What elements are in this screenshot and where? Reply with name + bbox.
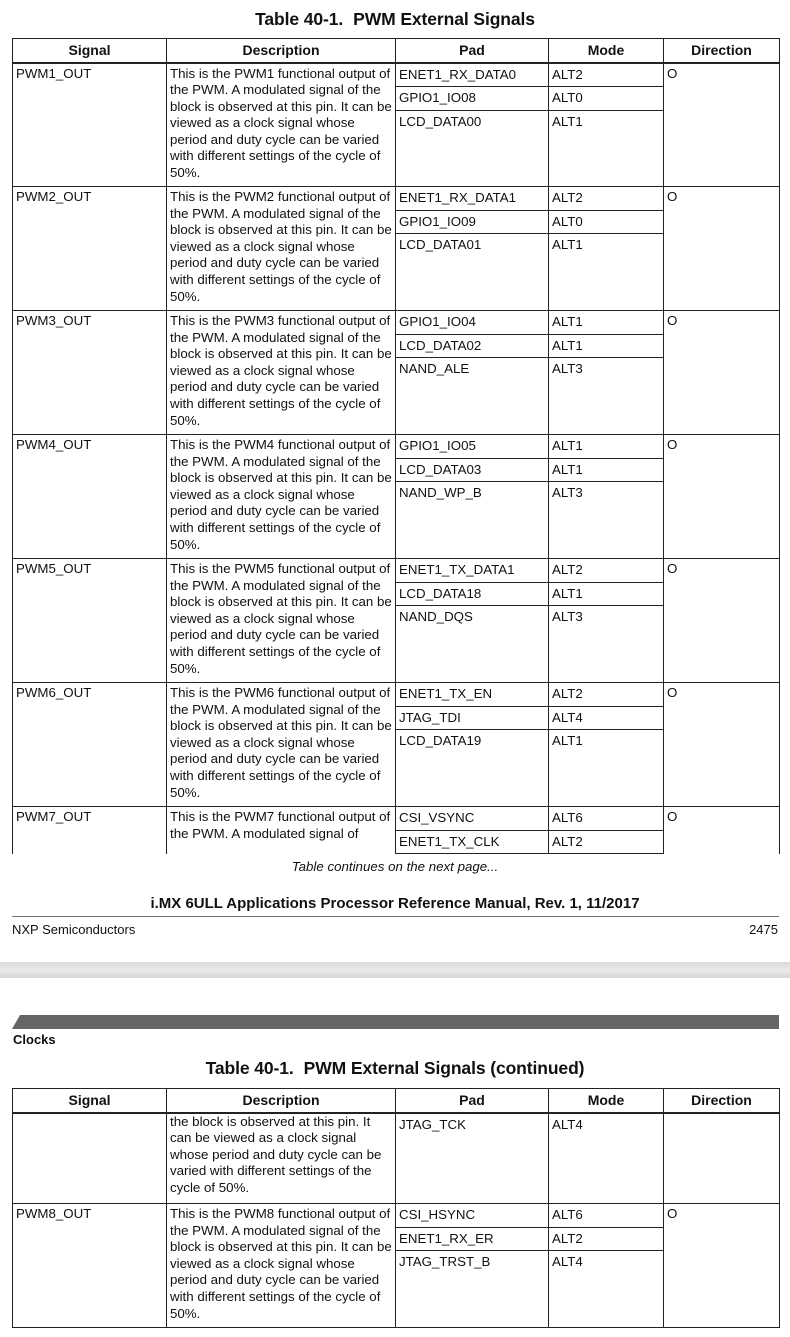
description-cell: the block is observed at this pin. It can be viewed as a clock signal whose period and duty cycle can be varied with different settings of the cycle of 50%. xyxy=(167,1113,396,1204)
pad-name: GPIO1_IO04 xyxy=(396,311,548,335)
description-cell: This is the PWM7 functional output of the PWM. A modulated signal of xyxy=(167,807,396,855)
mode-cell xyxy=(549,807,664,855)
table-row xyxy=(13,187,780,311)
pad-cell xyxy=(396,807,549,855)
pad-name: ENET1_RX_ER xyxy=(396,1228,548,1252)
table-row xyxy=(13,63,780,187)
pad-name: JTAG_TCK xyxy=(399,1116,466,1132)
mode-cell xyxy=(549,435,664,559)
mode-cell xyxy=(549,683,664,807)
description-cell: This is the PWM2 functional output of the PWM. A modulated signal of the block is observed at this pin. It can be viewed as a clock signal whose period and duty cycle can be varied with different settings of the cycle of 50%. xyxy=(167,187,396,311)
mux-mode: ALT1 xyxy=(549,459,663,483)
column-header-signal: Signal xyxy=(13,1089,167,1113)
table-row xyxy=(13,311,780,435)
column-header-description: Description xyxy=(167,39,396,63)
pad-name: NAND_DQS xyxy=(399,609,473,624)
description-cell: This is the PWM5 functional output of the PWM. A modulated signal of the block is observed at this pin. It can be viewed as a clock signal whose period and duty cycle can be varied with different settings of the cycle of 50%. xyxy=(167,559,396,683)
pad-name: LCD_DATA01 xyxy=(399,237,482,252)
pad-name: LCD_DATA03 xyxy=(396,459,548,483)
pad-cell xyxy=(396,311,549,435)
pad-name: ENET1_RX_DATA1 xyxy=(396,187,548,211)
direction-cell: O xyxy=(664,311,780,435)
column-header-pad: Pad xyxy=(396,39,549,63)
column-header-signal: Signal xyxy=(13,39,167,63)
mux-mode: ALT3 xyxy=(552,609,583,624)
table-row xyxy=(13,1204,780,1328)
table-header-row xyxy=(13,1089,780,1113)
table-row xyxy=(13,683,780,807)
table-title-continued xyxy=(0,1058,790,1079)
pad-name: ENET1_TX_DATA1 xyxy=(396,559,548,583)
table-row xyxy=(13,807,780,855)
chapter-label: Clocks xyxy=(13,1032,56,1047)
mux-mode: ALT3 xyxy=(552,361,583,376)
table-title xyxy=(0,9,790,30)
signal-cell: PWM3_OUT xyxy=(13,311,167,435)
pad-name: JTAG_TRST_B xyxy=(399,1254,491,1269)
direction-cell xyxy=(664,1113,780,1204)
page-separator xyxy=(0,962,790,978)
pad-cell xyxy=(396,1113,549,1204)
direction-cell: O xyxy=(664,683,780,807)
mux-mode: ALT0 xyxy=(549,211,663,235)
pwm-signals-table xyxy=(12,38,780,854)
mode-cell xyxy=(549,1204,664,1328)
mux-mode: ALT1 xyxy=(549,311,663,335)
direction-cell: O xyxy=(664,1204,780,1328)
table-number: Table 40-1. xyxy=(205,1058,294,1078)
mux-mode: ALT2 xyxy=(549,831,663,855)
mux-mode: ALT2 xyxy=(549,1228,663,1252)
pad-name: GPIO1_IO09 xyxy=(396,211,548,235)
signal-cell: PWM8_OUT xyxy=(13,1204,167,1328)
column-header-mode: Mode xyxy=(549,1089,664,1113)
mux-mode: ALT4 xyxy=(552,1116,583,1132)
mux-mode: ALT1 xyxy=(549,435,663,459)
pad-name: ENET1_RX_DATA0 xyxy=(396,64,548,88)
mode-cell xyxy=(549,63,664,187)
signal-cell: PWM5_OUT xyxy=(13,559,167,683)
mux-mode: ALT1 xyxy=(552,113,583,129)
mux-mode: ALT3 xyxy=(552,485,583,500)
pad-name: ENET1_TX_EN xyxy=(396,683,548,707)
pad-name: GPIO1_IO05 xyxy=(396,435,548,459)
pad-name: LCD_DATA18 xyxy=(396,583,548,607)
pad-cell xyxy=(396,683,549,807)
mux-mode: ALT0 xyxy=(549,87,663,111)
document-page-2476 xyxy=(0,978,790,1337)
table-row xyxy=(13,1113,780,1204)
mode-cell xyxy=(549,187,664,311)
pad-cell xyxy=(396,63,549,187)
table-row xyxy=(13,435,780,559)
direction-cell: O xyxy=(664,63,780,187)
description-cell: This is the PWM8 functional output of the PWM. A modulated signal of the block is observed at this pin. It can be viewed as a clock signal whose period and duty cycle can be varied with different settings of the cycle of 50%. xyxy=(167,1204,396,1328)
mux-mode: ALT6 xyxy=(549,1204,663,1228)
pad-name: CSI_VSYNC xyxy=(396,807,548,831)
footer-document-title: i.MX 6ULL Applications Processor Reference Manual, Rev. 1, 11/2017 xyxy=(150,895,640,912)
pad-name: GPIO1_IO08 xyxy=(396,87,548,111)
mode-cell xyxy=(549,1113,664,1204)
mux-mode: ALT1 xyxy=(552,733,583,748)
pad-name: LCD_DATA19 xyxy=(399,733,482,748)
signal-cell: PWM2_OUT xyxy=(13,187,167,311)
table-header-row xyxy=(13,39,780,63)
mux-mode: ALT2 xyxy=(549,683,663,707)
signal-cell: PWM6_OUT xyxy=(13,683,167,807)
direction-cell: O xyxy=(664,807,780,855)
mux-mode: ALT1 xyxy=(549,335,663,359)
column-header-description: Description xyxy=(167,1089,396,1113)
signal-cell: PWM4_OUT xyxy=(13,435,167,559)
column-header-direction: Direction xyxy=(664,39,780,63)
description-cell: This is the PWM4 functional output of the PWM. A modulated signal of the block is observed at this pin. It can be viewed as a clock signal whose period and duty cycle can be varied with different settings of the cycle of 50%. xyxy=(167,435,396,559)
pad-name: JTAG_TDI xyxy=(396,707,548,731)
mux-mode: ALT1 xyxy=(552,237,583,252)
chapter-header-bar xyxy=(12,1015,779,1029)
mux-mode: ALT2 xyxy=(549,64,663,88)
mux-mode: ALT4 xyxy=(549,707,663,731)
mux-mode: ALT2 xyxy=(549,187,663,211)
mode-cell xyxy=(549,559,664,683)
mux-mode: ALT6 xyxy=(549,807,663,831)
table-caption: PWM External Signals xyxy=(353,9,535,29)
pad-name: NAND_WP_B xyxy=(399,485,482,500)
column-header-direction: Direction xyxy=(664,1089,780,1113)
page-number: 2475 xyxy=(749,922,778,937)
column-header-pad: Pad xyxy=(396,1089,549,1113)
mux-mode: ALT1 xyxy=(549,583,663,607)
pad-cell xyxy=(396,187,549,311)
pad-cell xyxy=(396,1204,549,1328)
table-caption: PWM External Signals (continued) xyxy=(303,1058,585,1078)
footer-divider xyxy=(12,916,779,917)
signal-cell: PWM7_OUT xyxy=(13,807,167,855)
pad-name: NAND_ALE xyxy=(399,361,470,376)
direction-cell: O xyxy=(664,559,780,683)
mode-cell xyxy=(549,311,664,435)
column-header-mode: Mode xyxy=(549,39,664,63)
pwm-signals-table-continued xyxy=(12,1088,780,1328)
table-number: Table 40-1. xyxy=(255,9,344,29)
table-continues-note: Table continues on the next page... xyxy=(291,859,499,874)
pad-name: ENET1_TX_CLK xyxy=(396,831,548,855)
mux-mode: ALT2 xyxy=(549,559,663,583)
signal-cell: PWM1_OUT xyxy=(13,63,167,187)
footer-company: NXP Semiconductors xyxy=(12,922,136,937)
mux-mode: ALT4 xyxy=(552,1254,583,1269)
signal-cell xyxy=(13,1113,167,1204)
pad-cell xyxy=(396,435,549,559)
pad-cell xyxy=(396,559,549,683)
pad-name: CSI_HSYNC xyxy=(396,1204,548,1228)
direction-cell: O xyxy=(664,435,780,559)
pad-name: LCD_DATA00 xyxy=(399,113,482,129)
direction-cell: O xyxy=(664,187,780,311)
description-cell: This is the PWM6 functional output of the PWM. A modulated signal of the block is observed at this pin. It can be viewed as a clock signal whose period and duty cycle can be varied with different settings of the cycle of 50%. xyxy=(167,683,396,807)
pad-name: LCD_DATA02 xyxy=(396,335,548,359)
table-row xyxy=(13,559,780,683)
description-cell: This is the PWM1 functional output of the PWM. A modulated signal of the block is observed at this pin. It can be viewed as a clock signal whose period and duty cycle can be varied with different settings of the cycle of 50%. xyxy=(167,63,396,187)
description-cell: This is the PWM3 functional output of the PWM. A modulated signal of the block is observed at this pin. It can be viewed as a clock signal whose period and duty cycle can be varied with different settings of the cycle of 50%. xyxy=(167,311,396,435)
